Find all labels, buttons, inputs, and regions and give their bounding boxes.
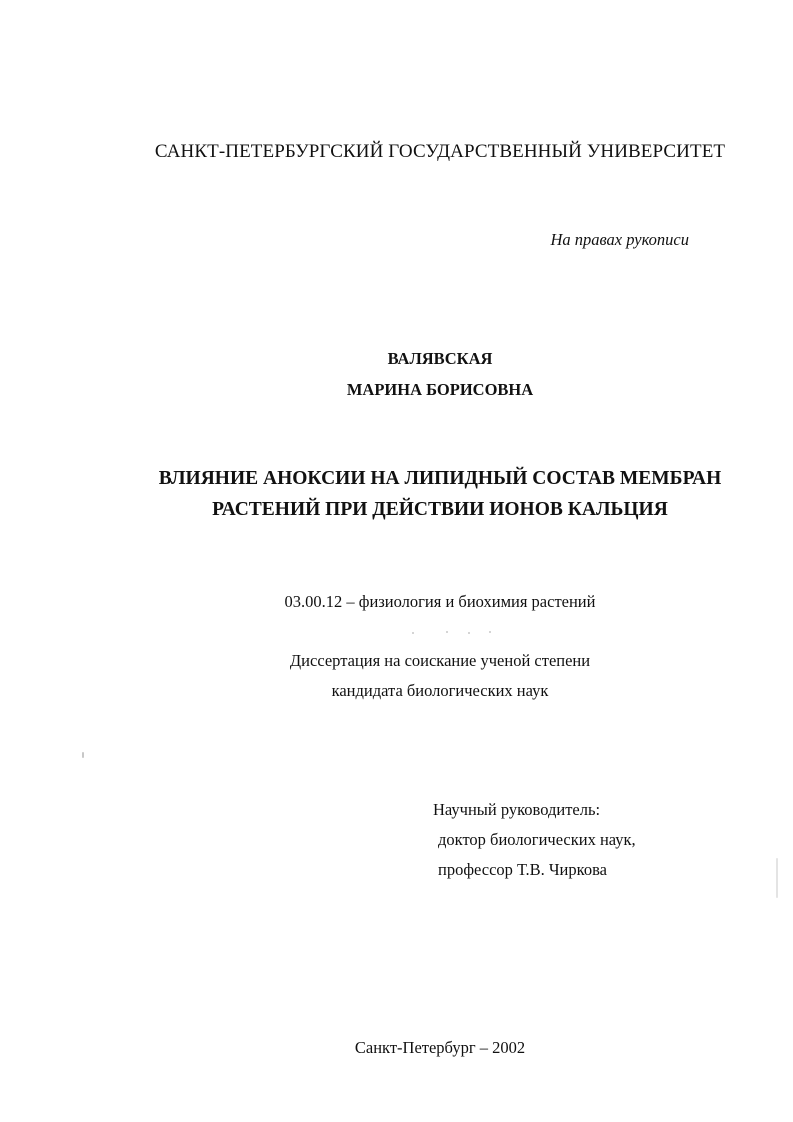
advisor-degree: доктор биологических наук, xyxy=(438,830,636,849)
advisor-label: Научный руководитель: xyxy=(433,800,601,819)
author-surname: ВАЛЯВСКАЯ xyxy=(387,349,493,368)
scan-speck xyxy=(489,631,491,633)
manuscript-rights-note: На правах рукописи xyxy=(550,230,689,249)
degree-statement-line-2: кандидата биологических наук xyxy=(331,681,549,700)
scan-speck xyxy=(468,632,470,634)
degree-statement-line-1: Диссертация на соискание ученой степени xyxy=(289,651,591,670)
author-given-names: МАРИНА БОРИСОВНА xyxy=(346,380,534,399)
scan-speck xyxy=(446,631,448,633)
scan-speck xyxy=(776,858,778,898)
scan-speck xyxy=(412,632,414,634)
specialty-code: 03.00.12 – физиология и биохимия растений xyxy=(284,592,596,611)
scan-speck xyxy=(82,752,84,758)
city-and-year: Санкт-Петербург – 2002 xyxy=(354,1038,526,1057)
university-name: САНКТ-ПЕТЕРБУРГСКИЙ ГОСУДАРСТВЕННЫЙ УНИВЕРСИТЕТ xyxy=(154,141,726,162)
dissertation-title-line-1: ВЛИЯНИЕ АНОКСИИ НА ЛИПИДНЫЙ СОСТАВ МЕМБРАН xyxy=(158,468,722,489)
advisor-name: профессор Т.В. Чиркова xyxy=(438,860,607,879)
dissertation-title-line-2: РАСТЕНИЙ ПРИ ДЕЙСТВИИ ИОНОВ КАЛЬЦИЯ xyxy=(212,499,668,520)
